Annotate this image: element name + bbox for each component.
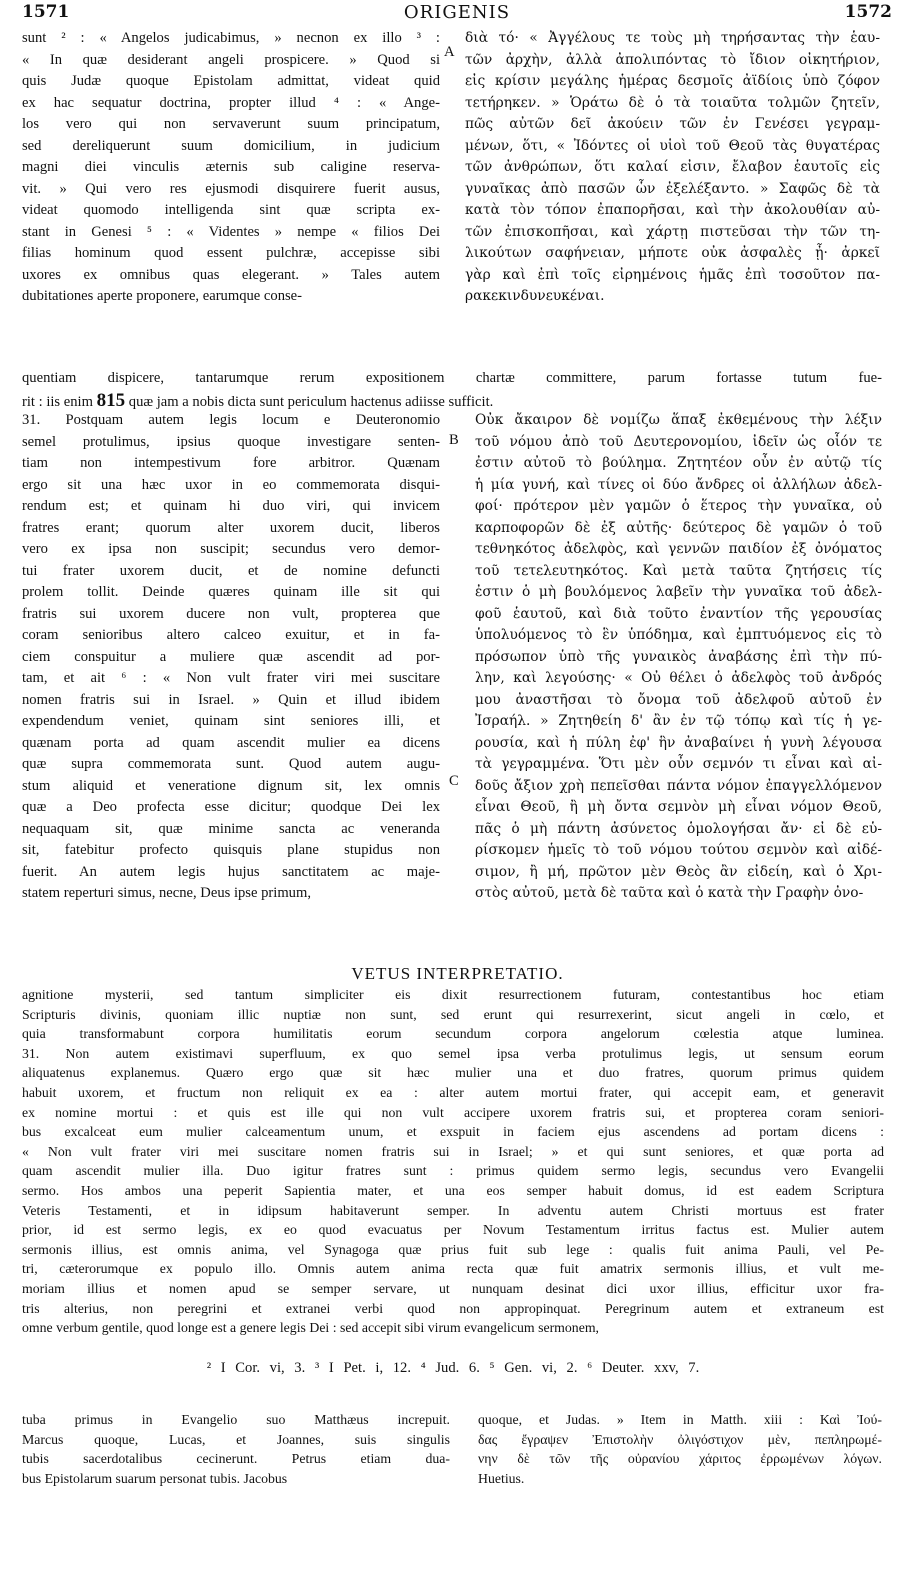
text-line: δοῦς ἄξιον χρὴ πεπεῖσθαι πάντα νόμον ἐπαγγελλόμενον xyxy=(475,777,882,794)
text-line: πρόσωπον ὑπὸ τῆς γυναικὸς ἀναβάσης ἐπὶ τὴν πύ- xyxy=(475,648,882,665)
text-line: tri, cæterorumque ex populo illo. Omnis autem anima recta quæ fuit amatrix sermonis illius, et vult me- xyxy=(22,1261,884,1277)
text-line: vit. » Qui vero res ejusmodi disquirere fuerit ausus, xyxy=(22,180,440,197)
text-line: sit, fatebitur profecto quisquis plane stupidus non xyxy=(22,842,440,858)
text-line: uxores ex omnibus quas elegerant. » Tales autem xyxy=(22,266,440,283)
text-line: nomen fratris sui in Israel. » Quin et illud ibidem xyxy=(22,691,440,708)
text-line: fratris sui uxorem ducere non vult, propterea que xyxy=(22,605,440,622)
vetus-interpretatio-title: VETUS INTERPRETATIO. xyxy=(351,964,564,983)
text-line: fratres erant; quorum alter uxorem ducit, liberos xyxy=(22,519,440,536)
text-line: φοί· πρότερον μὲν γαμῶν ὁ ἕτερος τὴν γυναῖκα, οὐ xyxy=(475,498,882,514)
text-line: sed dereliquerunt suum domicilium, in judicium xyxy=(22,137,440,154)
text-line: tam, et ait ⁶ : « Non vult frater viri mei suscitare xyxy=(22,670,440,686)
text-line: ergo sit una hæc uxor in eo commemorata disqui- xyxy=(22,476,440,493)
text-line: κατὰ τὸν τόπον ἐπαπορῆσαι, καὶ τὴν ἀκολουθίαν αὐ- xyxy=(465,202,880,218)
text-line: ex hac sequatur doctrina, propter illud ⁴ : « Ange- xyxy=(22,94,440,111)
text-line: 31. Non autem existimavi superfluum, ex quo semel ipsa verba protulimus legis, ut sensum eorum xyxy=(22,1045,884,1061)
text-line: λικούτων σαφήνειαν, μήποτε οὐκ ἀσφαλὲς ᾖ· ἀρκεῖ xyxy=(465,245,880,261)
greek-column-middle xyxy=(475,410,882,905)
text-line: tris alterius, non peregrini et extranei verbi quod non appropinquat. Peregrinum autem et extraneum est xyxy=(22,1300,884,1316)
text-line: aliquatenus explanemus. Quæro ergo quæ sit hæc mulier una et duo fratres, quorum primus quidem xyxy=(22,1065,884,1081)
latin-column-middle xyxy=(22,410,440,905)
text-line: « In quæ desiderant angeli prospicere. » Quod si xyxy=(22,51,440,68)
text-line: διὰ τό· « Ἀγγέλους τε τοὺς μὴ τηρήσαντας τὴν ἑαυ- xyxy=(465,30,880,46)
text-line: « Non vult frater viri mei suscitare nomen fratris sui in Israel; » et qui sunt seniores, et quæ porta ad xyxy=(22,1143,884,1159)
text-line: λην, καὶ λεγούσης· « Οὐ θέλει ὁ ἀδελφὸς τοῦ ἀνδρός xyxy=(475,670,882,686)
text-line: τοῦ νόμου ἀπὸ τοῦ Δευτερονομίου, ἰδεῖν ὡς οἷόν τε xyxy=(475,433,882,450)
text-line: ἐστιν ὁ μὴ βουλόμενος λαβεῖν τὴν γυναῖκα τοῦ ἀδελ- xyxy=(475,584,882,600)
text-line: quia transformabunt corpora humilitatis eorum secundum corpora angelorum cœlestia atque luminea. xyxy=(22,1026,884,1042)
editor-notes-left xyxy=(22,1410,450,1488)
latin-column-top xyxy=(22,28,440,308)
text-line: moriam illius et nomen apud se semper servare, ut nunquam desinat dici uxor illius, efficitur uxor fra- xyxy=(22,1280,884,1296)
text-line: Scripturis divinis, quoniam illic nuptiæ non sunt, sed erunt qui resurrexerint, sicut angeli in cœlo, et xyxy=(22,1006,884,1022)
text-line: τοῦ τετελευτηκότος. Καὶ μετὰ ταῦτα ζητήσεις τίς xyxy=(475,562,882,579)
text-line: γὰρ καὶ ἐπὶ τοῖς εἰρημένοις ἡμᾶς ἐπὶ τοσοῦτον πα- xyxy=(465,266,880,283)
text-line: statem reperturi simus, necne, Deus ipse primum, xyxy=(22,885,311,901)
text-line: σιμον, ἢ μή, πρῶτον μὲν Θεὸς ἂν εἰδείη, καὶ ὁ Χρι- xyxy=(475,863,882,880)
text-line: ρουσία, καὶ ἡ πύλη ἐφ' ἣν ἀναβαίνει ἡ γυνὴ λέγουσα xyxy=(475,734,882,751)
text-line: bus Epistolarum suarum personat tubis. Jacobus xyxy=(22,1470,288,1486)
text-line: πῶς αὐτῶν δεῖ ἀκούειν τῶν ἐν Γενέσει γεγραμ- xyxy=(465,116,880,132)
text-line: agnitione mysterii, sed tantum simpliciter eis dixit resurrectionem futuram, contestantibus hoc etiam xyxy=(22,987,884,1002)
text-line: stum aliquid et veneratione dignum sit, lex omnis xyxy=(22,777,440,794)
text-line: Ἰσραήλ. » Ζητηθείη δ' ἂν ἐν τῷ τόπῳ καὶ τίς ἡ γε- xyxy=(475,713,882,729)
text-line: semel protulimus, ipsius quoque investigare senten- xyxy=(22,433,440,450)
text-line: τῶν ἀνθρώπων, ὅτι καλαί εἰσιν, ἔλαβον ἑαυτοῖς εἰς xyxy=(465,159,880,175)
text-line: stant in Genesi ⁵ : « Videntes » nempe « filios Dei xyxy=(22,223,440,240)
text-line: 31. Postquam autem legis locum e Deuteronomio xyxy=(22,412,440,428)
text-line: νην δὲ τῶν τῆς οὐρανίου χάριτος ἐρρωμένων λόγων. xyxy=(478,1451,882,1467)
text-line: los vero qui non servaverunt suum principatum, xyxy=(22,116,440,132)
text-line: sermo. Hos ambos una peperit Sapientia mater, et una eos semper habuit domus, id est eadem Scriptura xyxy=(22,1182,884,1198)
text-line: quoque, et Judas. » Item in Matth. xiii : Καὶ Ἰού- xyxy=(478,1412,882,1427)
text-line: τῶν ἀρχὴν, ἀλλὰ ἀπολιπόντας τὸ ἴδιον οἰκητήριον, xyxy=(465,51,880,68)
text-line: vero ex ipsa non suscipit; secundus vero demor- xyxy=(22,541,440,557)
text-line: ὑπολυόμενος τὸ ἓν ὑπόδημα, καὶ ἐμπτυόμενος εἰς τὸ xyxy=(475,627,882,643)
margin-letter-b: B xyxy=(449,432,459,448)
text-line: quam ascendit mulier illa. Duo igitur fratres sunt : primus quidem sermo legis, secundus vero Evangelii xyxy=(22,1163,884,1179)
text-line: μένων, ὅτι, « Ἰδόντες οἱ υἱοὶ τοῦ Θεοῦ τὰς θυγατέρας xyxy=(465,137,880,154)
text-line: μου ἀναστῆσαι τὸ ὄνομα τοῦ ἀδελφοῦ αὐτοῦ ἐν xyxy=(475,691,882,708)
column-number: 815 xyxy=(96,389,126,411)
text-line: ἡ μία γυνή, καὶ τίνες οἱ δύο ἄνδρες οἱ ἀλλήλων ἀδελ- xyxy=(475,476,882,493)
text-line: magni diei vinculis æternis sub caligine reserva- xyxy=(22,159,440,175)
text-line: prolem tollit. Deinde quæres quinam ille sit qui xyxy=(22,584,440,600)
text-line: γυναῖκας ἀπὸ πασῶν ὧν ἐξελέξαντο. » Σαφῶς δὲ τὰ xyxy=(465,180,880,197)
text-line: habuit uxorem, et fructum non reliquit ex ea : alter autem mortui frater, qui accepit eam, et generavit xyxy=(22,1084,884,1100)
margin-letter-a: A xyxy=(444,44,455,60)
text-line: filias hominum quod essent pulchræ, accepisse sibi xyxy=(22,245,440,261)
text-fragment: rit : iis enim xyxy=(22,393,93,410)
text-line: πᾶς ὁ μὴ πάντη ἀσύνετος ὁμολογήσαι ἄν· εἰ δὲ εὑ- xyxy=(475,820,882,837)
text-line: Veteris Testamenti, et in idipsum habitaverunt semper. In adventu autem Christi mortuus est frater xyxy=(22,1202,884,1218)
page-number-left: 1571 xyxy=(22,2,70,22)
text-line: ρίσκομεν ἡμεῖς τὸ τοῦ νόμου τούτου σεμνὸν καὶ αἰδέ- xyxy=(475,842,882,858)
text-line: sunt ² : « Angelos judicabimus, » necnon ex illo ³ : xyxy=(22,30,440,46)
text-line: Huetius. xyxy=(478,1470,525,1486)
text-line: tiam non intempestivum fore arbitror. Quænam xyxy=(22,455,440,471)
footnotes: ² I Cor. vi, 3. ³ I Pet. i, 12. ⁴ Jud. 6. ⁵ Gen. vi, 2. ⁶ Deuter. xxv, 7. xyxy=(206,1360,700,1376)
text-line: τὰ γεγραμμένα. Ὅτι μὲν οὖν σεμνόν τι εἶναι καὶ αἰ- xyxy=(475,756,882,772)
text-line: καρποφορῶν δὲ ἐξ αὐτῆς· δεύτερος δὲ γαμῶν ὁ τοῦ xyxy=(475,519,882,536)
text-line: τετήρηκεν. » Ὁράτω δὲ ὁ τὰ τοιαῦτα τολμῶν ζητεῖν, xyxy=(465,94,880,111)
text-line: Οὐκ ἄκαιρον δὲ νομίζω ἅπαξ ἐκθεμένους τὴν λέξιν xyxy=(475,412,882,428)
full-width-text xyxy=(22,368,882,413)
text-line: dubitationes aperte proponere, earumque conse- xyxy=(22,288,303,304)
text-line: ex nomine mortui : et quis est ille qui non vult accipere uxorem fratris sui, et propterea coram seniori- xyxy=(22,1104,884,1120)
editor-notes-right xyxy=(478,1410,882,1488)
text-line: videat quomodo intelligenda sint quæ scripta ex- xyxy=(22,202,440,218)
text-line: prior, id est sermo legis, ex eo quod evacuatus per Novum Testamentum irritus factus est. Mulier autem xyxy=(22,1222,884,1238)
text-line: quæ a Deo profecta esse dicitur; quodque Dei lex xyxy=(22,799,440,815)
text-line: ἐστιν αὐτοῦ τὸ βούλημα. Ζητητέον οὖν ἐν αὐτῷ τίς xyxy=(475,455,882,471)
text-line: rendum est; et quinam hi duo viri, qui invicem xyxy=(22,498,440,514)
text-line: quænam porta ad quam ascendit mulier ea dicens xyxy=(22,734,440,751)
text-line: quis Judæ quoque Epistolam admittat, videat quid xyxy=(22,73,440,89)
full-width-line: quentiam dispicere, tantarumque rerum expositionem chartæ committere, parum fortasse tutum fue- xyxy=(22,370,882,386)
running-title: ORIGENIS xyxy=(403,2,511,23)
text-fragment: quæ jam a nobis dicta sunt periculum hactenus adiisse sufficit. xyxy=(128,393,494,410)
running-header xyxy=(22,2,892,24)
text-line: omne verbum gentile, quod longe est a genere legis Dei : sed accepit sibi virum evangelicum sermonem, xyxy=(22,1320,599,1336)
greek-column-top xyxy=(465,28,880,308)
text-line: φοῦ ἑαυτοῦ, καὶ διὰ τοῦτο ἐναντίον τῆς γερουσίας xyxy=(475,605,882,622)
text-line: Marcus quoque, Lucas, et Joannes, suis singulis xyxy=(22,1431,450,1447)
text-line: εἰς κρίσιν μεγάλης ἡμέρας δεσμοῖς ἀϊδίοις ὑπὸ ζόφον xyxy=(465,73,880,89)
text-line: coram senioribus altero calceo exuitur, et in fa- xyxy=(22,627,440,643)
text-line: στὸς αὐτοῦ, μετὰ δὲ ταῦτα καὶ ὁ κατὰ τὴν Γραφὴν ὀνο- xyxy=(475,885,864,901)
text-line: ciem conspuitur a muliere quæ ascendit ad por- xyxy=(22,648,440,665)
text-line: fuerit. An autem legis hujus sanctitatem ac maje- xyxy=(22,863,440,880)
text-line: quæ supra commemorata sunt. Quod autem augu- xyxy=(22,756,440,772)
text-line: bus excalceat eum mulier calceamentum unum, et exspuit in faciem ejus ascendens ad portam dicens : xyxy=(22,1124,884,1140)
text-line: tuba primus in Evangelio suo Matthæus increpuit. xyxy=(22,1412,450,1427)
text-line: εἶναι Θεοῦ, ἢ μὴ ὄντα σεμνὸν μὴ εἶναι νόμον Θεοῦ, xyxy=(475,799,882,815)
text-line: δας ἔγραψεν Ἐπιστολὴν ὀλιγόστιχον μὲν, πεπληρωμέ- xyxy=(478,1431,882,1447)
text-line: sermonis illius, est omnis anima, vel Synagoga quæ prius fuit sub lege : qualis fuit anima Pauli, vel Pe- xyxy=(22,1241,884,1257)
margin-letter-c: C xyxy=(449,773,459,789)
text-line: τεθνηκότος ἀδελφὸς, καὶ γεννῶν παιδίον ἐξ ὀνόματος xyxy=(475,541,882,557)
text-line: nequaquam sit, quæ minime sancta ac veneranda xyxy=(22,820,440,837)
text-line: expendendum veniet, quinam sint seniores illi, et xyxy=(22,713,440,729)
text-line: tui frater uxorem ducit, et de nomine defuncti xyxy=(22,562,440,579)
text-line: τῶν ἐπισκοπῆσαι, καὶ χάρτῃ πιστεῦσαι τὴν τῶν τη- xyxy=(465,223,880,240)
text-line: tubis sacerdotalibus cecinerunt. Petrus etiam dua- xyxy=(22,1451,450,1467)
vetus-interpretatio-text xyxy=(22,985,884,1338)
text-line: ρακεκινδυνευκέναι. xyxy=(465,288,605,304)
page-number-right: 1572 xyxy=(844,2,892,22)
